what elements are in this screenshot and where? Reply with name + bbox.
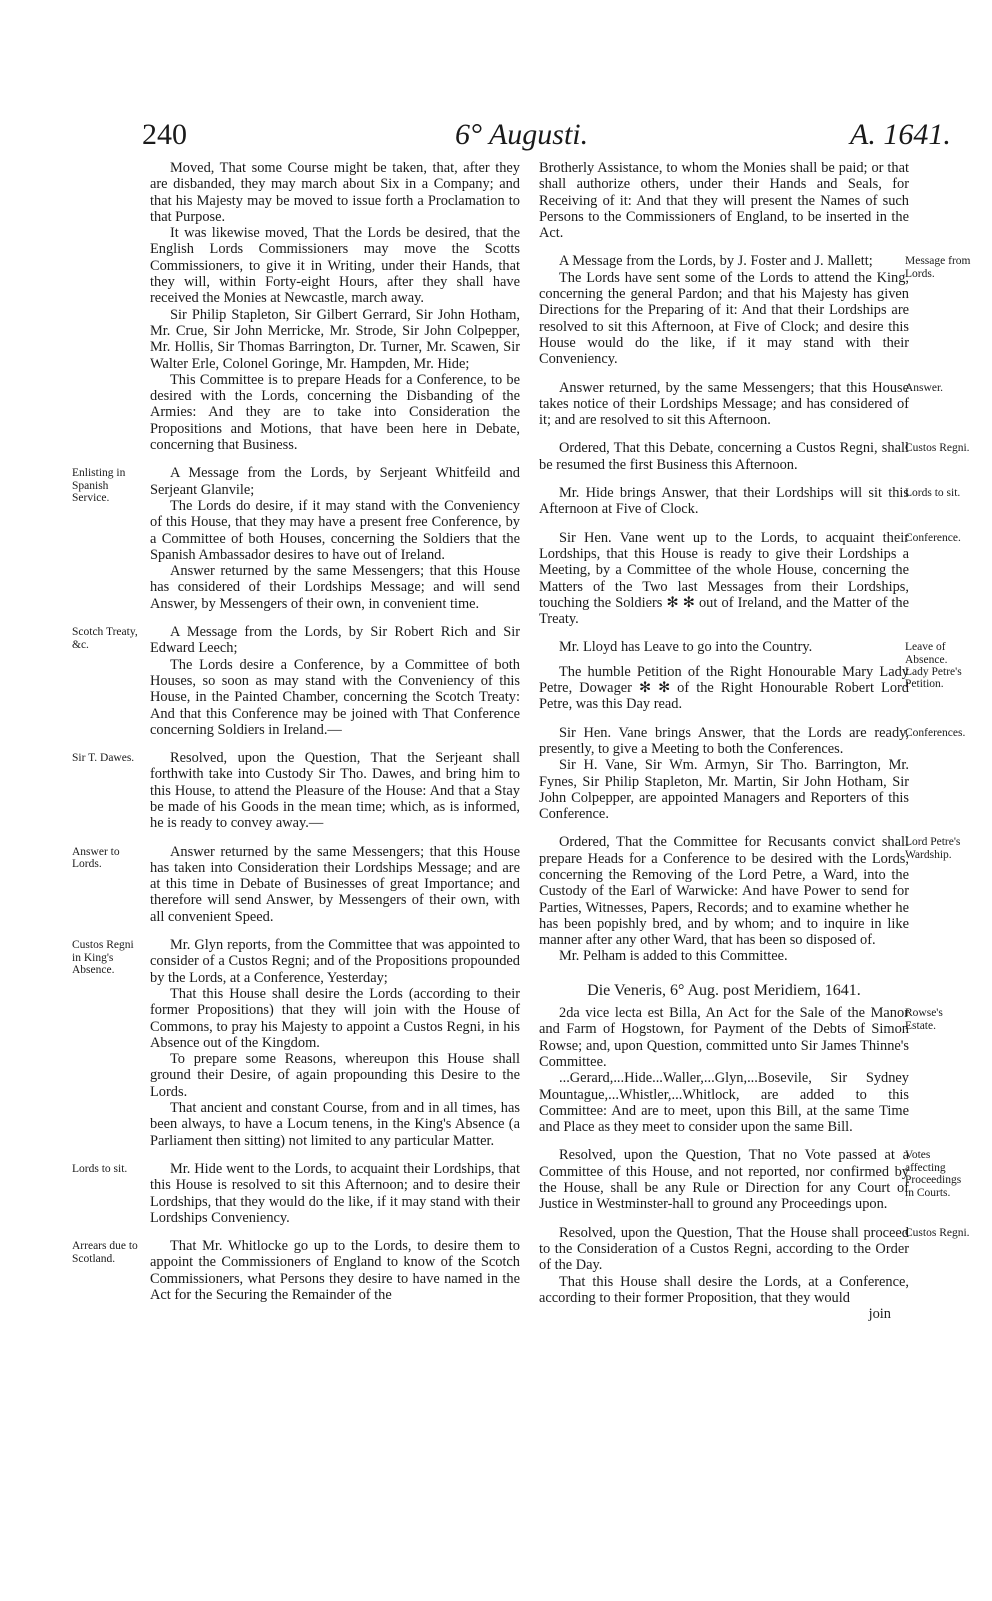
entry [539, 253, 971, 368]
paragraph: Resolved, upon the Question, That no Vote passed at a Committee of this House, and not reported, nor confirmed by the House, shall be any Rule or Direction for any Court of Justice in Westminster-hall to ground any Proceedings upon. [539, 1147, 909, 1213]
entry [72, 750, 520, 832]
date-title: 6° Augusti. [455, 118, 589, 151]
paragraph: It was likewise moved, That the Lords be desired, that the English Lords Commissioners may move the Scotts Commissioners, to give it in Writing, under their Hands, that they will, within Forty-eight Hours, after they shall have received the Monies at Newcastle, march away. [150, 225, 520, 307]
margin-note: Enlisting in Spanish Service. [72, 467, 126, 505]
paragraph: Resolved, upon the Question, That the House shall proceed to the Consideration of a Custos Regni, according to the Order of the Day. [539, 1224, 909, 1274]
paragraph: ...Gerard,...Hide...Waller,...Glyn,...Bosevile, Sir Sydney Mountague,...Whistler,...Whitlock, are added to this Committee: And are to meet, upon this Bill, at the same Time and Place as they meet to consider upon the same Bill. [539, 1070, 909, 1136]
paragraph: Sir Hen. Vane brings Answer, that the Lords are ready, presently, to give a Meeting to both the Conferences. [539, 724, 909, 757]
entry [539, 1147, 962, 1213]
page-header [0, 118, 992, 158]
paragraph: Sir H. Vane, Sir Wm. Armyn, Sir Tho. Barrington, Mr. Fynes, Sir Philip Stapleton, Mr. Martin, Sir John Hotham, Sir John Colpepper, are appointed Managers and Reporters of this Conference. [539, 757, 909, 823]
year: A. 1641. [850, 118, 951, 151]
paragraph: Answer returned by the same Messengers; that this House has considered of their Lordships Message; and will send Answer, by Messengers of their own, in convenient time. [150, 563, 520, 612]
entry [539, 485, 961, 518]
page-number: 240 [142, 118, 187, 151]
paragraph: A Message from the Lords, by Sir Robert Rich and Sir Edward Leech; [150, 624, 520, 657]
entry [539, 1005, 943, 1136]
entry [72, 937, 520, 1149]
paragraph: The Lords have sent some of the Lords to attend the King, concerning the general Pardon; and that his Majesty has given Directions for the Preparing of it: And that their Lordships are resolved to sit this Afternoon, at Five of Clock; and desire this House would do the like, if it may stand with their Conveniency. [539, 269, 909, 368]
section-heading: Die Veneris, 6° Aug. post Meridiem, 1641. [587, 981, 861, 999]
margin-note: Lady Petre's Petition. [905, 665, 962, 691]
margin-note: Leave of Absence. [905, 641, 948, 666]
paragraph: This Committee is to prepare Heads for a Conference, to be desired with the Lords, concerning the Disbanding of the Armies: And they are to take into Consideration the Propositions and Motions, that have been here in Debate, concerning that Business. [150, 371, 520, 454]
entry [72, 843, 520, 925]
entry [539, 440, 970, 473]
entry [539, 663, 962, 713]
margin-note: Message from Lords. [905, 255, 971, 280]
margin-note: Answer. [905, 381, 944, 394]
margin-note: Conference. [905, 531, 961, 544]
paragraph: Sir Hen. Vane went up to the Lords, to acquaint their Lordships, that this House is ready to give their Lordships a Meeting, by a Committee of the whole House, concerning the Matters of the Two last Messages from their Lordships, touching the Soldiers ✻ ✻ out of Ireland, and the Matter of the Treaty. [539, 529, 909, 628]
paragraph: Resolved, upon the Question, That the Serjeant shall forthwith take into Custody Sir Tho. Dawes, and bring him to this House, to attend the Pleasure of the House: And that a Stay be made of his Goods in the mean time; which, as is informed, he is ready to convey away.— [150, 750, 520, 832]
right-column [539, 160, 971, 1323]
entry [539, 834, 961, 965]
paragraph: Mr. Lloyd has Leave to go into the Country. [559, 639, 813, 656]
entry [72, 1160, 520, 1226]
entry [539, 724, 966, 823]
paragraph: That ancient and constant Course, from and in all times, has been always, to have a Locum tenens, in the King's Absence (a Parliament then sitting) not limited to any particular Matter. [150, 1100, 520, 1149]
margin-note: Answer to Lords. [72, 845, 120, 871]
paragraph: 2da vice lecta est Billa, An Act for the Sale of the Manor and Farm of Hogstown, for Payment of the Debts of Simon Rowse; and, upon Question, committed unto Sir James Thinne's Committee. [539, 1005, 909, 1070]
margin-note: Lords to sit. [905, 487, 961, 500]
entry [539, 379, 944, 429]
paragraph: Answer returned, by the same Messengers; that this House takes notice of their Lordships Message; and has considered of it; and are resolved to sit this Afternoon. [539, 379, 909, 429]
paragraph: Mr. Pelham is added to this Committee. [559, 948, 788, 965]
margin-note: Arrears due to Scotland. [72, 1240, 138, 1265]
paragraph: Mr. Hide went to the Lords, to acquaint their Lordships, that this House is resolved to sit this Afternoon; and to desire their Lordships, that they would do the like, if it may stand with their Lordships Conveniency. [150, 1160, 520, 1226]
paragraph: Answer returned by the same Messengers; that this House has taken into Consideration their Lordships Message; and are at this time in Debate of Businesses of great Importance; and therefore will send Answer, by Messengers of their own, with all convenient Speed. [150, 843, 520, 925]
paragraph: Moved, That some Course might be taken, that, after they are disbanded, they may march about Six in a Company; and that his Majesty may be moved to issue forth a Proclamation to that Purpose. [150, 160, 520, 225]
entry [539, 529, 961, 628]
entry [539, 1224, 970, 1306]
margin-note: Custos Regni. [905, 1226, 970, 1239]
paragraph: Sir Philip Stapleton, Sir Gilbert Gerrard, Sir John Hotham, Mr. Crue, Sir John Merricke, Mr. Strode, Sir John Colpepper, Mr. Hollis, Sir Thomas Barrington, Dr. Turner, Mr. Scawen, Sir Walter Erle, Colonel Goringe, Mr. Hampden, Mr. Hide; [150, 306, 520, 372]
paragraph: A Message from the Lords, by J. Foster and J. Mallett; [559, 253, 873, 270]
paragraph: The Lords desire a Conference, by a Committee of both Houses, so soon as may stand with the Conveniency of this House, in the Painted Chamber, concerning the Scotch Treaty: And that this Conference may be joined with That Conference concerning Soldiers in Ireland.— [150, 656, 520, 738]
margin-note: Rowse's Estate. [905, 1007, 943, 1032]
paragraph: Ordered, That this Debate, concerning a Custos Regni, shall be resumed the first Business this Afternoon. [539, 440, 909, 473]
paragraph: Brotherly Assistance, to whom the Monies shall be paid; or that shall authorize others, under their Hands and Seals, for Receiving of it: And that they will present the Names of such Persons to the Commissioners of England, to be inserted in the Act. [539, 160, 909, 242]
paragraph: The humble Petition of the Right Honourable Mary Lady Petre, Dowager ✻ ✻ of the Right Honourable Robert Lord Petre, was this Day read. [539, 663, 909, 713]
margin-note: Conferences. [905, 726, 966, 739]
paragraph: Ordered, That the Committee for Recusants convict shall prepare Heads for a Conference to be desired with the Lords, concerning the Removing of the Lord Petre, a Ward, into the Custody of the Earl of Warwicke: And have Power to send for Parties, Witnesses, Papers, Records; and to examine whether he has been popishly bred, and by whom; and to inquire in like manner after any other Ward, that has been so disposed of. [539, 834, 909, 949]
paragraph: That this House shall desire the Lords (according to their former Propositions) that they will join with the House of Commons, to pray his Majesty to appoint a Custos Regni, in his Absence out of the Kingdom. [150, 985, 520, 1051]
margin-note: Lords to sit. [72, 1162, 128, 1175]
margin-note: Votes affecting Proceedings in Courts. [905, 1149, 962, 1199]
margin-note: Scotch Treaty, &c. [72, 626, 138, 651]
paragraph: To prepare some Reasons, whereupon this House shall ground their Desire, of again propounding this Desire to the Lords. [150, 1051, 520, 1100]
margin-note: Custos Regni in King's Absence. [72, 939, 134, 977]
paragraph: The Lords do desire, if it may stand with the Conveniency of this House, that they may have a present free Conference, by a Committee of both Houses, concerning the Soldiers that the Spanish Ambassador desires to have out of Ireland. [150, 497, 520, 563]
entry [72, 624, 520, 738]
entry [539, 160, 909, 241]
entry [150, 160, 520, 453]
entry [72, 1238, 520, 1303]
paragraph: Mr. Glyn reports, from the Committee that was appointed to consider of a Custos Regni; and of the Propositions propounded by the Lords, at a Conference, Yesterday; [150, 937, 520, 986]
paragraph: That this House shall desire the Lords, at a Conference, according to their former Proposition, that they would [539, 1273, 909, 1306]
catchword: join [868, 1306, 891, 1323]
margin-note: Custos Regni. [905, 442, 970, 455]
left-column [72, 160, 520, 1303]
entry [539, 639, 948, 666]
entry [72, 465, 520, 612]
paragraph: Mr. Hide brings Answer, that their Lordships will sit this Afternoon at Five of Clock. [539, 485, 909, 518]
paragraph: A Message from the Lords, by Serjeant Whitfeild and Serjeant Glanvile; [150, 465, 520, 498]
margin-note: Lord Petre's Wardship. [905, 836, 961, 861]
margin-note: Sir T. Dawes. [72, 752, 135, 765]
paragraph: That Mr. Whitlocke go up to the Lords, to desire them to appoint the Commissioners of England to know of the Scotch Commissioners, what Persons they desire to have named in the Act for the Securing the Remainder of the [150, 1238, 520, 1303]
